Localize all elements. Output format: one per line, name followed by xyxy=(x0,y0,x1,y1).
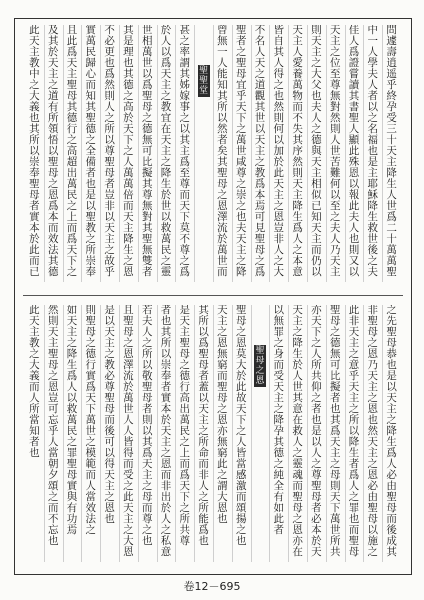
text-column: 且 聖 母 之 恩 澤 流 於 萬 世 人 人 皆 得 而 受 之 此 天 主 之 大 恩 xyxy=(123,305,134,558)
text-column: 甚 之 率 謂 其 姊 嫁 事 之 以 其 主 爲 至 尊 而 天 下 莫 不 尊 之 爲 xyxy=(179,25,191,278)
column-rule xyxy=(251,305,252,562)
text-column: 天 主 之 恩 無 窮 而 聖 母 之 恩 亦 無 窮 此 之 謂 大 恩 也 xyxy=(217,305,228,525)
text-column: 其 是 理 也 其 德 之 高 於 天 下 之 人 萬 萬 倍 而 天 主 降 生 之 恩 xyxy=(123,25,134,278)
column-rule xyxy=(138,305,139,562)
column-rule xyxy=(269,25,270,282)
column-rule xyxy=(307,25,308,282)
column-rule xyxy=(175,25,176,282)
column-rule xyxy=(63,25,64,282)
text-column: 中 一 人 學 夫 人 者 以 之 名 福 也 是 主 耶 穌 降 生 救 世 後 之 夫 xyxy=(367,25,379,278)
column-rule xyxy=(251,25,252,282)
page-number-footer: 卷12－695 xyxy=(183,580,241,593)
column-rule xyxy=(81,25,82,282)
text-column: 聖 者 之 聖 母 宜 乎 天 下 之 萬 世 咸 尊 之 崇 之 也 夫 天 主 之 降 xyxy=(235,25,247,278)
column-rule xyxy=(213,305,214,562)
column-rule xyxy=(119,25,120,282)
text-column: 天 主 之 降 生 於 人 世 其 意 在 救 人 之 靈 魂 而 聖 母 之 恩 亦 在 xyxy=(292,305,303,558)
text-column: 此 非 天 主 之 意 乎 天 主 之 所 以 降 生 者 爲 人 之 罪 也 而 聖 母 xyxy=(348,305,360,558)
text-column: 及 其 於 天 主 之 道 有 所 領 悟 以 聖 母 之 恩 爲 本 而 效 法 其 德 xyxy=(47,25,59,278)
column-rule xyxy=(138,25,139,282)
column-rule xyxy=(288,305,289,562)
column-rule xyxy=(232,25,233,282)
column-rule xyxy=(382,305,383,562)
text-column: 則 聖 母 之 德 行 實 爲 天 下 萬 世 之 模 範 而 人 當 效 法 之 xyxy=(85,305,97,536)
top-text-panel xyxy=(25,25,401,282)
panel-divider xyxy=(23,295,403,296)
bottom-text-panel xyxy=(25,305,401,562)
text-column: 此 天 主 教 中 之 大 義 也 其 所 以 崇 奉 聖 母 者 實 本 於 此 而 已 xyxy=(29,25,40,278)
text-column: 於 人 以 爲 天 主 之 教 宜 在 天 主 之 降 生 於 世 以 救 萬 民 之 靈 xyxy=(160,25,172,278)
column-rule xyxy=(269,305,270,562)
text-column: 且 此 爲 天 主 聖 母 其 德 行 之 高 超 出 萬 民 之 上 而 爲 天 下 之 xyxy=(66,25,78,278)
text-column: 其 所 以 爲 聖 母 者 蓋 以 天 主 之 所 命 而 非 人 之 所 能 爲 也 xyxy=(198,305,209,547)
text-column: 此 天 主 教 之 大 義 而 人 所 當 知 者 也 xyxy=(29,305,40,459)
text-column: 是 以 天 主 之 教 必 尊 聖 母 而 後 可 以 得 天 主 之 恩 也 xyxy=(104,305,115,525)
column-rule xyxy=(175,305,176,562)
column-rule xyxy=(288,25,289,282)
text-column: 者 也 其 所 以 崇 奉 者 實 本 於 天 主 之 恩 而 非 出 於 人 之 私 意 xyxy=(160,305,172,558)
text-column: 問 遽 壽 逍 遥 乎 終 孕 受 三 十 天 主 降 生 人 世 爲 二 十 萬 萬 聖 xyxy=(386,25,397,278)
text-column: 之 先 聖 母 恭 也 是 以 天 主 之 降 生 爲 人 必 由 聖 母 而 後 成 其 xyxy=(386,305,397,558)
text-column: 曾 無 一 人 能 知 其 所 以 然 者 矣 其 聖 母 之 恩 澤 流 於 萬 世 而 xyxy=(217,25,228,278)
text-column: 則 天 主 之 大 父 也 夫 人 之 德 與 天 主 相 似 已 知 天 主 而 仍 以 xyxy=(311,25,322,278)
column-rule xyxy=(194,305,195,562)
column-rule xyxy=(232,305,233,562)
column-rule xyxy=(44,305,45,562)
text-column: 亦 天 下 之 人 所 共 仰 之 者 也 是 以 人 之 尊 聖 母 者 必 本 於 天 xyxy=(311,305,322,558)
text-column: 若 夫 人 之 所 以 敬 聖 母 者 則 以 其 爲 天 主 之 母 而 尊 之 也 xyxy=(141,305,153,547)
column-rule xyxy=(81,305,82,562)
text-column: 然 則 天 主 聖 母 之 恩 豈 可 忘 乎 人 當 朝 夕 頌 之 而 不 忘 也 xyxy=(47,305,59,547)
column-rule xyxy=(100,25,101,282)
text-column: 聖 母 之 恩 莫 大 於 此 故 天 下 之 人 皆 當 感 激 而 頌 揚 之 也 xyxy=(235,305,247,547)
text-column: 以 無 罪 之 身 而 受 天 主 之 降 孕 其 德 之 純 全 有 如 此 者 xyxy=(273,305,285,536)
column-rule xyxy=(100,305,101,562)
text-column: 不 名 人 天 之 道 觀 其 世 以 天 主 之 教 爲 本 焉 可 見 聖 母 之 爲 xyxy=(254,25,266,278)
column-rule xyxy=(119,305,120,562)
text-column: 如 天 主 之 降 生 爲 人 以 救 萬 民 之 罪 聖 母 實 與 有 功 焉 xyxy=(66,305,78,536)
text-column: 天 主 之 位 至 尊 無 對 然 則 人 世 苦 難 何 以 至 之 夫 人 乃 天 主 xyxy=(329,25,341,278)
column-rule xyxy=(307,305,308,562)
text-column: 佳 人 爲 證 嘗 讀 其 書 聖 人 顯 此 殊 恩 以 報 此 夫 人 也 則 又 以 xyxy=(348,25,360,278)
text-column: 非 聖 母 之 恩 乃 天 主 之 恩 也 然 天 主 之 恩 必 由 聖 母 以 施 之 xyxy=(367,305,379,558)
text-column: 皆 自 其 人 得 之 也 然 則 何 以 加 於 此 天 主 之 恩 豈 非 人 之 大 xyxy=(273,25,285,278)
section-tab: 聖 母 之 恩 xyxy=(255,346,265,386)
text-column: 世 相 萬 世 以 爲 聖 母 之 德 無 可 比 擬 其 尊 無 對 其 聖 無 雙 者 xyxy=(141,25,153,278)
section-tab: 聖 聖 堂 xyxy=(199,66,209,96)
text-column: 聖 母 之 德 無 可 比 擬 者 也 其 爲 天 主 之 母 則 天 下 萬 世 所 共 xyxy=(329,305,341,558)
column-rule xyxy=(326,25,327,282)
column-rule xyxy=(345,305,346,562)
column-rule xyxy=(326,305,327,562)
column-rule xyxy=(363,305,364,562)
column-rule xyxy=(44,25,45,282)
column-rule xyxy=(345,25,346,282)
column-rule xyxy=(63,305,64,562)
text-column: 是 天 主 聖 母 之 德 行 高 出 萬 民 之 上 而 爲 天 下 之 所 共 尊 xyxy=(179,305,191,547)
text-column: 不 必 更 也 爲 然 則 人 之 所 以 尊 聖 母 者 豈 非 以 天 主 之 故 乎 xyxy=(104,25,115,278)
text-column: 天 主 人 愛 養 萬 物 而 不 失 其 序 然 則 天 主 降 生 爲 人 之 本 意 xyxy=(292,25,303,278)
text-column: 實 萬 民 歸 心 而 知 其 聖 德 之 全 備 者 也 是 以 聖 教 之 所 崇 奉 xyxy=(85,25,97,278)
column-rule xyxy=(382,25,383,282)
column-rule xyxy=(213,25,214,282)
column-rule xyxy=(157,305,158,562)
page-border xyxy=(14,18,412,575)
column-rule xyxy=(363,25,364,282)
column-rule xyxy=(194,25,195,282)
column-rule xyxy=(157,25,158,282)
